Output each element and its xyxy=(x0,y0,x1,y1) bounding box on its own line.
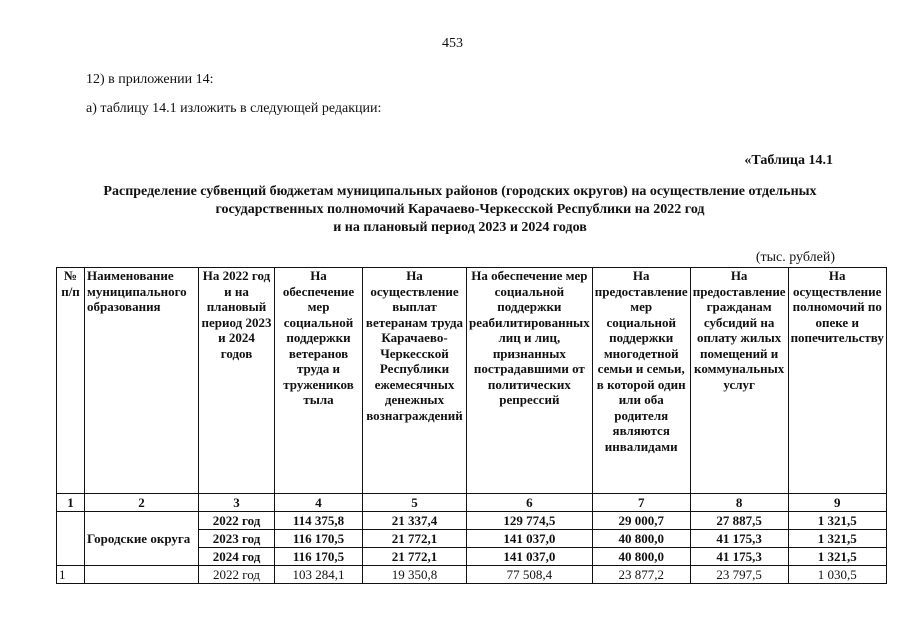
column-number-row xyxy=(57,494,887,512)
header-cell: На обеспечение мер социальной поддержки реабилитированных лиц и лиц, признанных пострадавшими от политических репрессий xyxy=(467,268,593,494)
value-cell: 77 508,4 xyxy=(467,566,593,584)
year-cell: 2022 год xyxy=(199,566,275,584)
row-name-cell xyxy=(85,566,199,584)
table-title-line: Распределение субвенций бюджетам муниципальных районов (городских округов) на осуществление отдельных xyxy=(103,184,817,199)
amendment-subitem: а) таблицу 14.1 изложить в следующей редакции: xyxy=(86,101,382,116)
value-cell: 29 000,7 xyxy=(592,512,690,530)
header-cell: Наименование муниципального образования xyxy=(85,268,199,494)
value-cell: 141 037,0 xyxy=(467,530,593,548)
value-cell: 21 772,1 xyxy=(363,530,467,548)
value-cell: 1 321,5 xyxy=(788,548,886,566)
year-cell: 2022 год xyxy=(199,512,275,530)
value-cell: 23 877,2 xyxy=(592,566,690,584)
amendment-item: 12) в приложении 14: xyxy=(86,72,214,87)
value-cell: 1 321,5 xyxy=(788,530,886,548)
header-cell: На 2022 год и на плановый период 2023 и 2024 годов xyxy=(199,268,275,494)
header-cell: № п/п xyxy=(57,268,85,494)
column-number: 3 xyxy=(199,494,275,512)
table-title xyxy=(40,183,880,237)
column-number: 6 xyxy=(467,494,593,512)
value-cell: 40 800,0 xyxy=(592,530,690,548)
header-cell: На предоставление гражданам субсидий на оплату жилых помещений и коммунальных услуг xyxy=(690,268,788,494)
value-cell: 40 800,0 xyxy=(592,548,690,566)
value-cell: 116 170,5 xyxy=(275,548,363,566)
column-number: 7 xyxy=(592,494,690,512)
year-cell: 2024 год xyxy=(199,548,275,566)
subvention-table xyxy=(56,267,887,584)
header-cell: На предоставление мер социальной поддержки многодетной семьи и семьи, в которой один или оба родителя являются инвалидами xyxy=(592,268,690,494)
table-caption: «Таблица 14.1 xyxy=(744,153,833,168)
value-cell: 19 350,8 xyxy=(363,566,467,584)
value-cell: 41 175,3 xyxy=(690,548,788,566)
table-title-line: государственных полномочий Карачаево-Черкесской Республики на 2022 год xyxy=(215,202,705,217)
table-row xyxy=(57,512,887,530)
value-cell: 21 772,1 xyxy=(363,548,467,566)
table-title-line: и на плановый период 2023 и 2024 годов xyxy=(333,220,587,235)
group-name-cell: Городские округа xyxy=(85,512,199,566)
value-cell: 1 030,5 xyxy=(788,566,886,584)
column-number: 9 xyxy=(788,494,886,512)
value-cell: 23 797,5 xyxy=(690,566,788,584)
value-cell: 41 175,3 xyxy=(690,530,788,548)
column-number: 5 xyxy=(363,494,467,512)
value-cell: 114 375,8 xyxy=(275,512,363,530)
column-number: 2 xyxy=(85,494,199,512)
row-index-cell xyxy=(57,512,85,566)
column-number: 4 xyxy=(275,494,363,512)
header-cell: На обеспечение мер социальной поддержки ветеранов труда и тружеников тыла xyxy=(275,268,363,494)
row-index-cell: 1 xyxy=(57,566,85,584)
units-label: (тыс. рублей) xyxy=(755,250,835,265)
value-cell: 103 284,1 xyxy=(275,566,363,584)
header-row xyxy=(57,268,887,494)
column-number: 1 xyxy=(57,494,85,512)
table-row xyxy=(57,566,887,584)
column-number: 8 xyxy=(690,494,788,512)
header-cell: На осуществление выплат ветеранам труда Карачаево-Черкесской Республики ежемесячных денежных вознаграждений xyxy=(363,268,467,494)
value-cell: 27 887,5 xyxy=(690,512,788,530)
year-cell: 2023 год xyxy=(199,530,275,548)
value-cell: 141 037,0 xyxy=(467,548,593,566)
value-cell: 129 774,5 xyxy=(467,512,593,530)
value-cell: 116 170,5 xyxy=(275,530,363,548)
header-cell: На осуществление полномочий по опеке и попечительству xyxy=(788,268,886,494)
value-cell: 21 337,4 xyxy=(363,512,467,530)
page-number: 453 xyxy=(442,36,463,51)
value-cell: 1 321,5 xyxy=(788,512,886,530)
